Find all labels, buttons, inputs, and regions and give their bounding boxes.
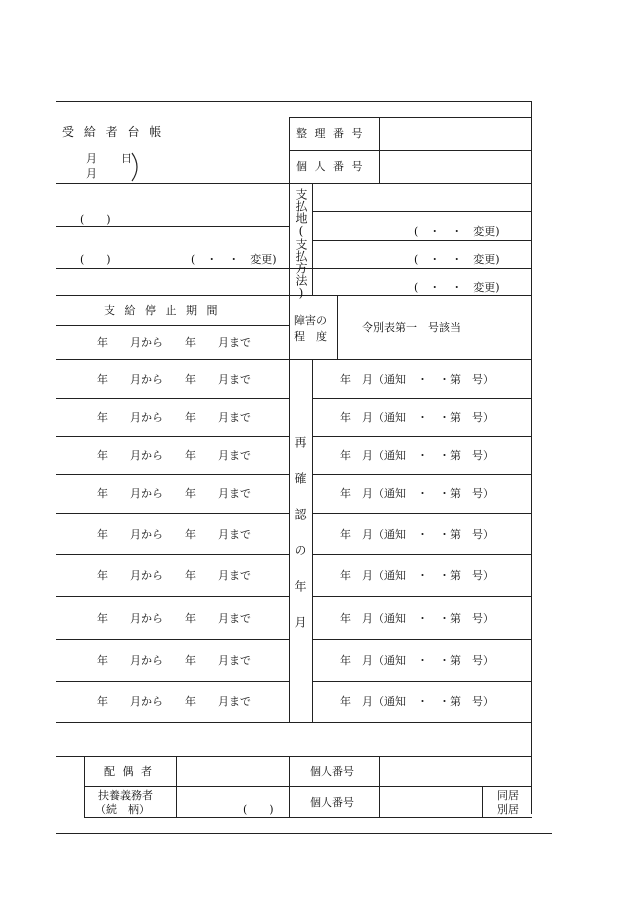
rule — [312, 398, 532, 399]
rule — [312, 596, 532, 597]
reconfirm-row: 年 月（通知 ・ ・第 号） — [340, 411, 494, 424]
rule — [56, 639, 289, 640]
rule — [84, 817, 532, 818]
suspension-row: 年 月から 年 月まで — [97, 612, 251, 625]
rule — [56, 596, 289, 597]
reconfirm-row: 年 月（通知 ・ ・第 号） — [340, 654, 494, 667]
address-paren-1: ( ) — [80, 213, 111, 226]
form-title: 受 給 者 台 帳 — [62, 125, 165, 139]
rule — [312, 681, 532, 682]
suspension-row: 年 月から 年 月まで — [97, 336, 251, 349]
address-paren-2: ( ) — [80, 253, 111, 266]
rule — [312, 240, 532, 241]
rule — [176, 756, 177, 817]
frame-right — [531, 101, 532, 814]
disability-label-2: 程 度 — [294, 330, 327, 343]
date-day: 日 — [121, 152, 132, 165]
rule — [56, 722, 532, 723]
disability-label-1: 障害の — [294, 314, 327, 327]
dependent-paren: ( ) — [243, 803, 274, 816]
rule — [312, 474, 532, 475]
cohabit-option: 同居 — [497, 789, 519, 802]
rule — [56, 226, 289, 227]
suspension-row: 年 月から 年 月まで — [97, 411, 251, 424]
date-month: 月 — [86, 152, 97, 165]
rule — [312, 436, 532, 437]
address-change-left: ( ・ ・ 変更) — [191, 253, 277, 266]
rule — [56, 756, 532, 757]
reconfirm-row: 年 月（通知 ・ ・第 号） — [340, 695, 494, 708]
payment-change-1: ( ・ ・ 変更) — [414, 225, 500, 238]
rule — [84, 786, 532, 787]
rule — [56, 325, 289, 326]
suspension-row: 年 月から 年 月まで — [97, 449, 251, 462]
date-month-2: 月 — [86, 167, 97, 180]
rule — [289, 117, 290, 722]
suspension-header: 支 給 停 止 期 間 — [104, 304, 221, 317]
spouse-id-label: 個人番号 — [310, 765, 354, 778]
rule — [312, 359, 313, 722]
rule — [312, 554, 532, 555]
rule — [56, 513, 289, 514]
separate-option: 別居 — [497, 803, 519, 816]
rule — [56, 554, 289, 555]
rule — [56, 436, 289, 437]
rule — [312, 211, 532, 212]
reconfirm-label: 再確認の年月 — [293, 436, 307, 652]
kojin-label: 個 人 番 号 — [296, 160, 365, 173]
rule — [84, 756, 85, 817]
reconfirm-row: 年 月（通知 ・ ・第 号） — [340, 528, 494, 541]
rule — [482, 786, 483, 817]
rule — [337, 295, 338, 359]
reconfirm-row: 年 月（通知 ・ ・第 号） — [340, 487, 494, 500]
reconfirm-row: 年 月（通知 ・ ・第 号） — [340, 373, 494, 386]
rule — [312, 639, 532, 640]
rule — [289, 756, 290, 817]
payment-change-3: ( ・ ・ 変更) — [414, 281, 500, 294]
dependent-label-2: （続 柄） — [95, 803, 150, 816]
suspension-row: 年 月から 年 月まで — [97, 487, 251, 500]
suspension-row: 年 月から 年 月まで — [97, 654, 251, 667]
rule — [56, 474, 289, 475]
rule — [56, 398, 289, 399]
dependent-id-label: 個人番号 — [310, 796, 354, 809]
reconfirm-row: 年 月（通知 ・ ・第 号） — [340, 612, 494, 625]
suspension-row: 年 月から 年 月まで — [97, 373, 251, 386]
rule — [312, 513, 532, 514]
payment-place-label: 支払地(支払方法) — [294, 188, 308, 300]
rule — [289, 150, 532, 151]
suspension-row: 年 月から 年 月まで — [97, 528, 251, 541]
rule — [289, 117, 532, 118]
rule — [56, 359, 532, 360]
rule — [56, 183, 532, 184]
disability-value: 令別表第一 号該当 — [362, 321, 461, 334]
reconfirm-row: 年 月（通知 ・ ・第 号） — [340, 569, 494, 582]
rule — [379, 756, 380, 817]
date-bracket — [130, 152, 144, 182]
spouse-label: 配 偶 者 — [104, 765, 154, 778]
rule — [312, 183, 313, 295]
reconfirm-row: 年 月（通知 ・ ・第 号） — [340, 449, 494, 462]
suspension-row: 年 月から 年 月まで — [97, 569, 251, 582]
suspension-row: 年 月から 年 月まで — [97, 695, 251, 708]
dependent-label-1: 扶養義務者 — [98, 789, 153, 802]
payment-change-2: ( ・ ・ 変更) — [414, 253, 500, 266]
frame-top — [56, 101, 532, 102]
seiri-label: 整 理 番 号 — [296, 127, 365, 140]
frame-bottom — [56, 833, 552, 834]
rule — [379, 117, 380, 183]
rule — [56, 681, 289, 682]
